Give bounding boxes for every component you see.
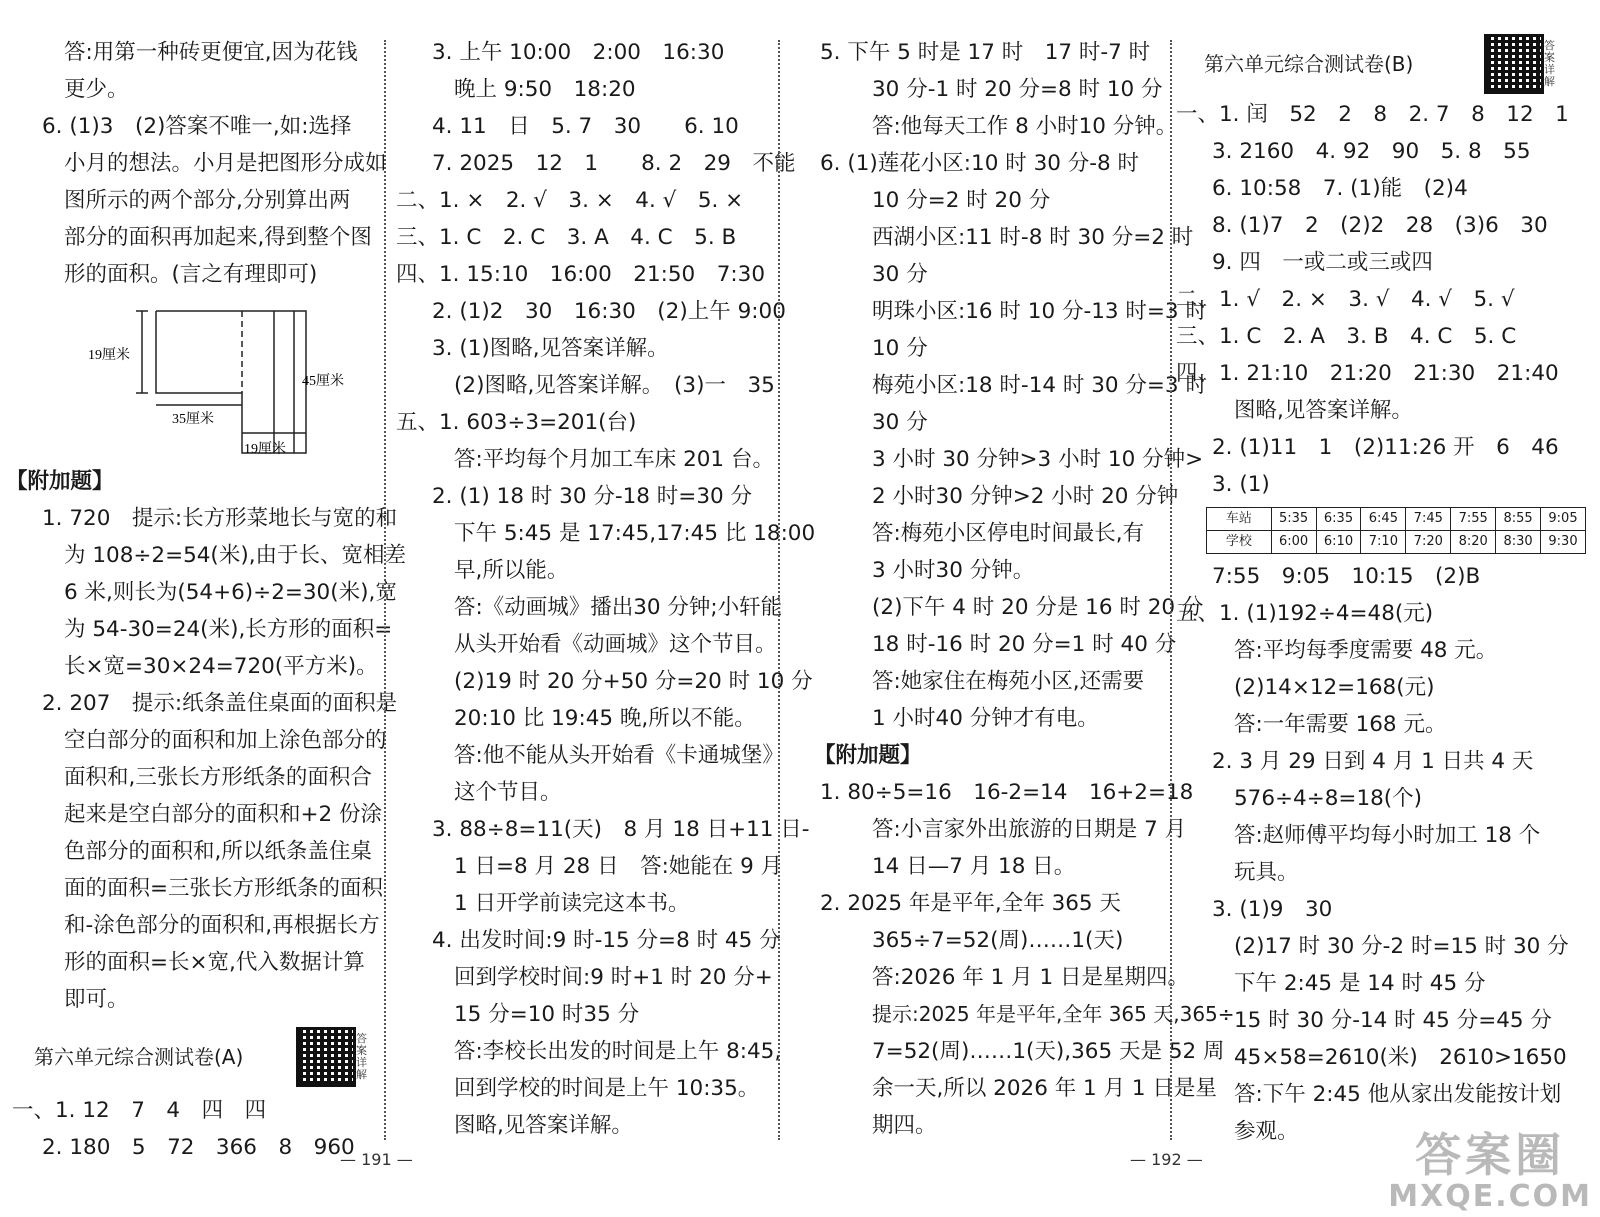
unit-b-header: [1176, 32, 1586, 96]
answer-line: 三、1. C 2. C 3. A 4. C 5. B: [396, 225, 737, 250]
answer-line: 形的面积=长×宽,代入数据计算: [64, 950, 365, 975]
answer-line: 2 小时30 分钟>2 小时 20 分钟: [872, 484, 1179, 509]
answer-line: 图略,见答案详解。: [454, 1113, 633, 1138]
answer-line: 1. 80÷5=16 16-2=14 16+2=18: [820, 780, 1194, 805]
answer-line: 回到学校的时间是上午 10:35。: [454, 1076, 760, 1101]
answer-line: 一、1. 12 7 4 四 四: [12, 1098, 267, 1123]
answer-line: 3. 2160 4. 92 90 5. 8 55: [1212, 139, 1531, 164]
column-3: [814, 34, 1235, 1144]
answer-line: 2. (1) 18 时 30 分-18 时=30 分: [432, 484, 753, 509]
bonus-title: 【附加题】: [814, 743, 922, 768]
answer-line: 3 小时 30 分钟>3 小时 10 分钟>: [872, 447, 1204, 472]
answer-line: 7. 2025 12 1 8. 2 29 不能: [432, 151, 796, 176]
answer-line: 30 分-1 时 20 分=8 时 10 分: [872, 77, 1163, 102]
answer-line: 晚上 9:50 18:20: [454, 77, 636, 102]
answer-line: 4. 出发时间:9 时-15 分=8 时 45 分: [432, 928, 781, 953]
column-4: [1176, 40, 1586, 1150]
table-cell: 8:20: [1451, 531, 1496, 554]
answer-line: 14 日—7 月 18 日。: [872, 854, 1076, 879]
table-cell: 6:00: [1271, 531, 1316, 554]
answer-line: 3. (1)图略,见答案详解。: [432, 336, 669, 361]
qr-code-icon[interactable]: [296, 1027, 356, 1087]
answer-line: 这个节目。: [454, 780, 562, 805]
answer-line: 答:2026 年 1 月 1 日是星期四。: [872, 965, 1189, 990]
answer-line: 1 日开学前读完这本书。: [454, 891, 690, 916]
qr-code-icon[interactable]: [1484, 34, 1544, 94]
answer-line: 二、1. × 2. √ 3. × 4. √ 5. ×: [396, 188, 744, 213]
answer-line: 答:李校长出发的时间是上午 8:45,: [454, 1039, 782, 1064]
answer-line: 20:10 比 19:45 晚,所以不能。: [454, 706, 756, 731]
qr-note: 答案详解: [1544, 39, 1555, 88]
answer-line: 明珠小区:16 时 10 分-13 时=3 时: [872, 299, 1207, 324]
answer-line: 回到学校时间:9 时+1 时 20 分+: [454, 965, 773, 990]
answer-line: 答:平均每个月加工车床 201 台。: [454, 447, 774, 472]
answer-line: 9. 四 一或二或三或四: [1212, 250, 1433, 275]
answer-line: 答:用第一种砖更便宜,因为花钱: [64, 40, 358, 65]
answer-line: 西湖小区:11 时-8 时 30 分=2 时: [872, 225, 1194, 250]
answer-line: 面的面积=三张长方形纸条的面积: [64, 876, 384, 901]
answer-line: 365÷7=52(周)……1(天): [872, 928, 1124, 953]
answer-line: 答:他每天工作 8 小时10 分钟。: [872, 114, 1178, 139]
answer-line: 7=52(周)……1(天),365 天是 52 周: [872, 1039, 1225, 1064]
answer-line: 3 小时30 分钟。: [872, 558, 1035, 583]
answer-line: 3. (1)9 30: [1212, 897, 1333, 922]
answer-line: 图略,见答案详解。: [1234, 398, 1413, 423]
unit-a-header: [6, 1022, 378, 1092]
answer-line: 2. 180 5 72 366 8 960: [42, 1135, 355, 1160]
bonus-title: 【附加题】: [6, 469, 114, 494]
table-cell: 8:55: [1496, 508, 1541, 531]
answer-line: 6. (1)3 (2)答案不唯一,如:选择: [42, 114, 352, 139]
page-gutter-divider: [778, 40, 780, 1140]
answer-line: 1 小时40 分钟才有电。: [872, 706, 1099, 731]
answer-line: 2. 207 提示:纸条盖住桌面的面积是: [42, 691, 398, 716]
watermark-url: MXQE.COM: [1388, 1179, 1592, 1214]
answer-line: 答:小言家外出旅游的日期是 7 月: [872, 817, 1187, 842]
answer-line: 二、1. √ 2. × 3. √ 4. √ 5. √: [1176, 287, 1515, 312]
answer-line: 15 时 30 分-14 时 45 分=45 分: [1234, 1008, 1552, 1033]
table-row: [1207, 508, 1586, 531]
answer-line: 四、1. 15:10 16:00 21:50 7:30: [396, 262, 766, 287]
watermark-text: 答案圈: [1415, 1128, 1566, 1182]
answer-line: 15 分=10 时35 分: [454, 1002, 640, 1027]
answer-line: 6 米,则长为(54+6)÷2=30(米),宽: [64, 580, 397, 605]
answer-line: 2. (1)11 1 (2)11:26 开 6 46: [1212, 435, 1559, 460]
table-cell: 5:35: [1271, 508, 1316, 531]
answer-line: 30 分: [872, 262, 928, 287]
label-19cm-bottom: 19厘米: [244, 442, 286, 457]
label-45cm: 45厘米: [302, 374, 344, 389]
watermark-logo: [1388, 1129, 1592, 1213]
table-cell: 7:20: [1406, 531, 1451, 554]
answer-line: 长×宽=30×24=720(平方米)。: [64, 654, 378, 679]
table-row: [1207, 531, 1586, 554]
answer-line: 答:赵师傅平均每小时加工 18 个: [1234, 823, 1541, 848]
shape-figure: [6, 293, 378, 463]
answer-line: 6. 10:58 7. (1)能 (2)4: [1212, 176, 1468, 201]
answer-line: 早,所以能。: [454, 558, 569, 583]
answer-line: 色部分的面积和,所以纸条盖住桌: [64, 839, 372, 864]
answer-line: 四、1. 21:10 21:20 21:30 21:40: [1176, 361, 1559, 386]
row-label-station: 车站: [1207, 508, 1272, 531]
answer-line: 形的面积。(言之有理即可): [64, 262, 318, 287]
answer-line: 起来是空白部分的面积和+2 份涂: [64, 802, 383, 827]
column-divider: [1170, 40, 1172, 1140]
column-2: [396, 34, 816, 1144]
answer-line: (2)19 时 20 分+50 分=20 时 10 分: [454, 669, 813, 694]
answer-line: 答:一年需要 168 元。: [1234, 712, 1447, 737]
answer-line: 三、1. C 2. A 3. B 4. C 5. C: [1176, 324, 1517, 349]
page-number: — 191 —: [340, 1150, 413, 1169]
answer-line: 18 时-16 时 20 分=1 时 40 分: [872, 632, 1177, 657]
answer-line: 为 54-30=24(米),长方形的面积=: [64, 617, 393, 642]
answer-line: 7:55 9:05 10:15 (2)B: [1212, 564, 1481, 589]
answer-line: 一、1. 闰 52 2 8 2. 7 8 12 1: [1176, 102, 1569, 127]
answer-line: 3. (1): [1212, 472, 1270, 497]
answer-line: 答:梅苑小区停电时间最长,有: [872, 521, 1145, 546]
answer-line: 45×58=2610(米) 2610>1650: [1234, 1045, 1567, 1070]
answer-line: 小月的想法。小月是把图形分成如: [64, 151, 387, 176]
answer-line: 10 分=2 时 20 分: [872, 188, 1051, 213]
answer-line: 空白部分的面积和加上涂色部分的: [64, 728, 387, 753]
table-cell: 9:05: [1541, 508, 1586, 531]
answer-line: (2)下午 4 时 20 分是 16 时 20 分: [872, 595, 1204, 620]
answer-line: 答:她家住在梅苑小区,还需要: [872, 669, 1145, 694]
answer-line: 更少。: [64, 77, 129, 102]
answer-line: 3. 88÷8=11(天) 8 月 18 日+11 日-: [432, 817, 810, 842]
table-cell: 6:35: [1316, 508, 1361, 531]
answer-line: 参观。: [1234, 1119, 1299, 1144]
table-cell: 7:10: [1361, 531, 1406, 554]
answer-line: 2. (1)2 30 16:30 (2)上午 9:00: [432, 299, 786, 324]
table-cell: 7:45: [1406, 508, 1451, 531]
answer-line: 6. (1)莲花小区:10 时 30 分-8 时: [820, 151, 1140, 176]
table-cell: 9:30: [1541, 531, 1586, 554]
answer-line: 下午 2:45 是 14 时 45 分: [1234, 971, 1486, 996]
label-35cm: 35厘米: [172, 412, 214, 427]
answer-line: 图所示的两个部分,分别算出两: [64, 188, 351, 213]
answer-line: 10 分: [872, 336, 928, 361]
table-cell: 6:10: [1316, 531, 1361, 554]
answer-line: 为 108÷2=54(米),由于长、宽相差: [64, 543, 407, 568]
table-cell: 8:30: [1496, 531, 1541, 554]
schedule-table: [1206, 507, 1586, 554]
answer-line: (2)17 时 30 分-2 时=15 时 30 分: [1234, 934, 1569, 959]
answer-line: 5. 下午 5 时是 17 时 17 时-7 时: [820, 40, 1151, 65]
answer-line: (2)图略,见答案详解。 (3)一 35: [454, 373, 775, 398]
page-192: [800, 0, 1600, 1217]
answer-line: 提示:2025 年是平年,全年 365 天,365÷: [872, 1002, 1235, 1026]
answer-line: 2. 2025 年是平年,全年 365 天: [820, 891, 1121, 916]
answer-line: 期四。: [872, 1113, 937, 1138]
answer-line: 4. 11 日 5. 7 30 6. 10: [432, 114, 739, 139]
answer-line: 玩具。: [1234, 860, 1299, 885]
qr-note: 答案详解: [356, 1032, 367, 1081]
table-cell: 7:55: [1451, 508, 1496, 531]
answer-line: 余一天,所以 2026 年 1 月 1 日是星: [872, 1076, 1217, 1101]
answer-line: 答:下午 2:45 他从家出发能按计划: [1234, 1082, 1562, 1107]
table-cell: 6:45: [1361, 508, 1406, 531]
answer-line: 1 日=8 月 28 日 答:她能在 9 月: [454, 854, 783, 879]
answer-line: 梅苑小区:18 时-14 时 30 分=3 时: [872, 373, 1207, 398]
answer-line: 2. 3 月 29 日到 4 月 1 日共 4 天: [1212, 749, 1534, 774]
answer-line: 从头开始看《动画城》这个节目。: [454, 632, 777, 657]
answer-line: 和-涂色部分的面积和,再根据长方: [64, 913, 380, 938]
answer-line: 30 分: [872, 410, 928, 435]
answer-line: 下午 5:45 是 17:45,17:45 比 18:00: [454, 521, 816, 546]
answer-line: 五、1. (1)192÷4=48(元): [1176, 601, 1434, 626]
answer-line: 五、1. 603÷3=201(台): [396, 410, 637, 435]
row-label-school: 学校: [1207, 531, 1272, 554]
answer-line: 面积和,三张长方形纸条的面积合: [64, 765, 372, 790]
page-number: — 192 —: [1130, 1150, 1203, 1169]
answer-line: 1. 720 提示:长方形菜地长与宽的和: [42, 506, 398, 531]
answer-line: (2)14×12=168(元): [1234, 675, 1435, 700]
column-divider: [384, 40, 386, 1140]
answer-line: 部分的面积再加起来,得到整个图: [64, 225, 372, 250]
answer-line: 答:《动画城》播出30 分钟;小轩能: [454, 595, 783, 620]
label-19cm-left: 19厘米: [88, 348, 130, 363]
answer-line: 576÷4÷8=18(个): [1234, 786, 1423, 811]
answer-line: 3. 上午 10:00 2:00 16:30: [432, 40, 725, 65]
answer-line: 8. (1)7 2 (2)2 28 (3)6 30: [1212, 213, 1548, 238]
unit-title-a: 第六单元综合测试卷(A): [34, 1044, 244, 1069]
answer-line: 答:他不能从头开始看《卡通城堡》: [454, 743, 784, 768]
answer-line: 答:平均每季度需要 48 元。: [1234, 638, 1498, 663]
answer-line: 即可。: [64, 987, 129, 1012]
unit-title-b: 第六单元综合测试卷(B): [1204, 51, 1414, 76]
